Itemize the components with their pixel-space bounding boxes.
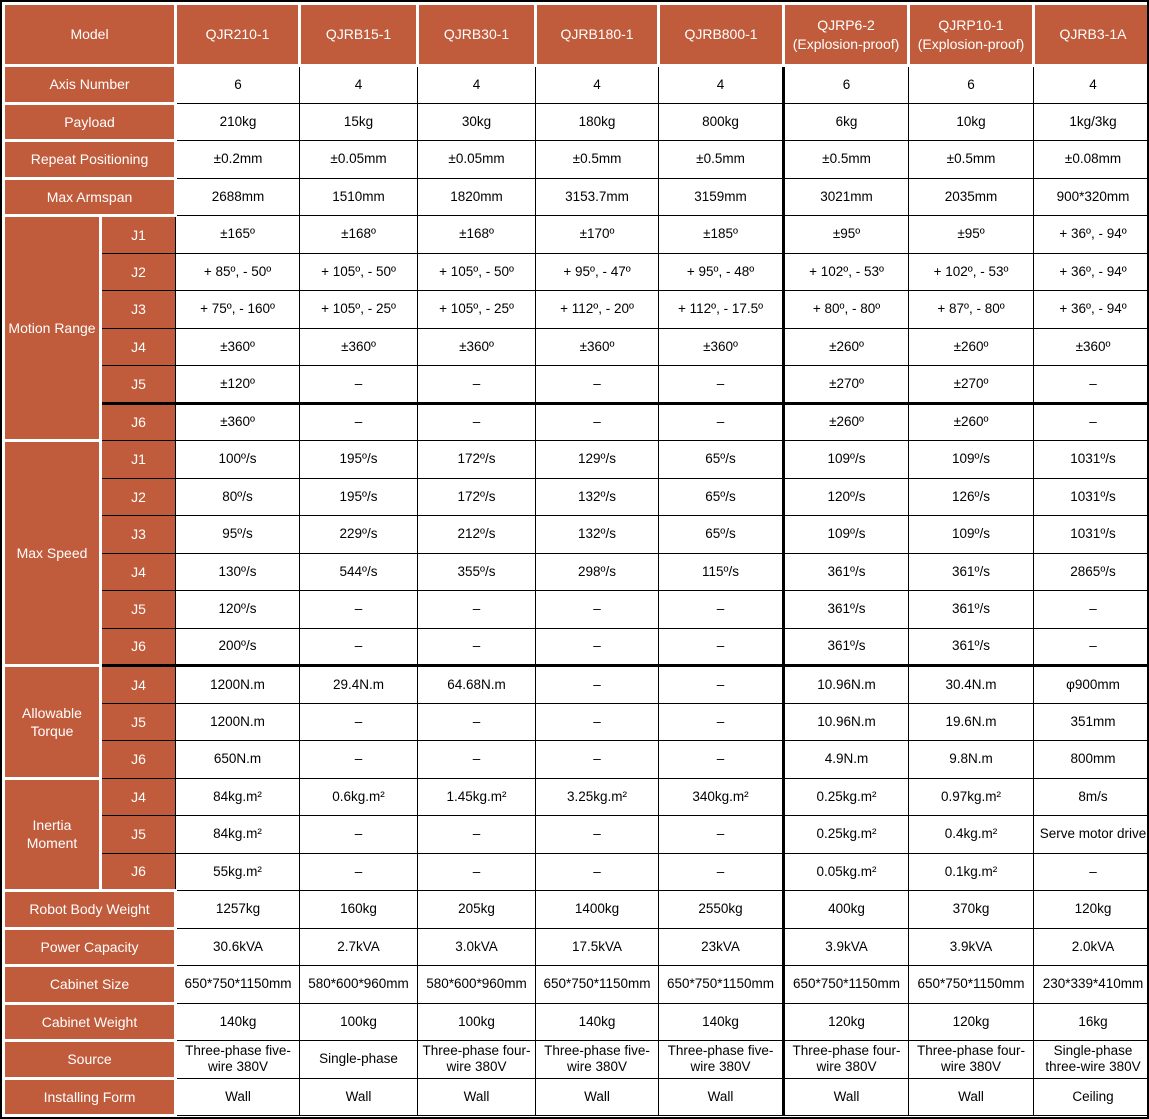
spec-cell: + 95º, - 48º <box>659 253 784 291</box>
spec-cell: – <box>536 628 659 666</box>
spec-cell: Wall <box>784 1078 909 1116</box>
spec-cell: 900*320mm <box>1034 178 1149 216</box>
spec-cell: – <box>659 703 784 741</box>
spec-cell: + 102º, - 53º <box>909 253 1034 291</box>
spec-cell: 30kg <box>418 103 536 141</box>
spec-cell: 0.97kg.m² <box>909 778 1034 816</box>
spec-cell: Three-phase four-wire 380V <box>784 1041 909 1079</box>
spec-cell: + 36º, - 94º <box>1034 291 1149 329</box>
spec-cell: 1510mm <box>300 178 418 216</box>
spec-cell: 172º/s <box>418 441 536 479</box>
spec-cell: 4 <box>1034 66 1149 104</box>
group-label: Allowable Torque <box>4 666 101 779</box>
spec-cell: 2035mm <box>909 178 1034 216</box>
spec-cell: 120kg <box>784 1003 909 1041</box>
spec-cell: 140kg <box>176 1003 300 1041</box>
spec-cell: – <box>536 403 659 441</box>
spec-cell: 2550kg <box>659 891 784 929</box>
spec-cell: 84kg.m² <box>176 778 300 816</box>
model-header: QJRB15-1 <box>300 4 418 66</box>
spec-cell: 298º/s <box>536 553 659 591</box>
joint-label: J5 <box>101 816 176 854</box>
spec-row <box>4 178 1149 216</box>
spec-cell: 1257kg <box>176 891 300 929</box>
spec-cell: 80º/s <box>176 478 300 516</box>
spec-cell: 0.05kg.m² <box>784 853 909 891</box>
spec-cell: ±185º <box>659 216 784 254</box>
group-label: Inertia Moment <box>4 778 101 891</box>
header-row <box>4 4 1149 66</box>
spec-cell: ±0.5mm <box>659 141 784 179</box>
row-label: Max Armspan <box>4 178 176 216</box>
spec-row <box>4 253 1149 291</box>
spec-row <box>4 816 1149 854</box>
joint-label: J2 <box>101 253 176 291</box>
spec-cell: – <box>300 591 418 629</box>
spec-cell: 3.9kVA <box>909 928 1034 966</box>
spec-cell: 800kg <box>659 103 784 141</box>
spec-cell: + 75º, - 160º <box>176 291 300 329</box>
spec-cell: – <box>418 591 536 629</box>
spec-cell: 1kg/3kg <box>1034 103 1149 141</box>
spec-cell: 140kg <box>536 1003 659 1041</box>
spec-cell: Wall <box>536 1078 659 1116</box>
spec-cell: 126º/s <box>909 478 1034 516</box>
spec-cell: 109º/s <box>784 441 909 479</box>
spec-cell: 361º/s <box>784 553 909 591</box>
spec-cell: Three-phase four-wire 380V <box>418 1041 536 1079</box>
model-header: QJRB30-1 <box>418 4 536 66</box>
spec-cell: 0.6kg.m² <box>300 778 418 816</box>
spec-cell: Ceiling <box>1034 1078 1149 1116</box>
spec-cell: – <box>1034 366 1149 404</box>
row-label: Payload <box>4 103 176 141</box>
spec-cell: 30.4N.m <box>909 666 1034 704</box>
spec-cell: + 36º, - 94º <box>1034 216 1149 254</box>
spec-cell: 16kg <box>1034 1003 1149 1041</box>
spec-cell: Wall <box>300 1078 418 1116</box>
spec-cell: Wall <box>659 1078 784 1116</box>
spec-cell: 8m/s <box>1034 778 1149 816</box>
spec-cell: 400kg <box>784 891 909 929</box>
spec-cell: – <box>418 403 536 441</box>
spec-cell: ±0.05mm <box>418 141 536 179</box>
spec-cell: 355º/s <box>418 553 536 591</box>
spec-cell: 84kg.m² <box>176 816 300 854</box>
spec-cell: – <box>300 703 418 741</box>
spec-cell: ±0.5mm <box>909 141 1034 179</box>
spec-cell: 650*750*1150mm <box>909 966 1034 1004</box>
spec-cell: 195º/s <box>300 441 418 479</box>
spec-cell: 580*600*960mm <box>300 966 418 1004</box>
spec-cell: – <box>536 741 659 779</box>
spec-cell: 109º/s <box>909 441 1034 479</box>
spec-cell: Serve motor drive <box>1034 816 1149 854</box>
spec-cell: + 105º, - 50º <box>418 253 536 291</box>
spec-row <box>4 366 1149 404</box>
spec-cell: ±165º <box>176 216 300 254</box>
spec-row <box>4 1041 1149 1079</box>
spec-cell: 361º/s <box>784 591 909 629</box>
model-header: QJRB180-1 <box>536 4 659 66</box>
spec-row <box>4 216 1149 254</box>
spec-cell: – <box>536 703 659 741</box>
model-column-label: Model <box>4 4 176 66</box>
spec-row <box>4 928 1149 966</box>
spec-cell: – <box>300 366 418 404</box>
spec-cell: ±168º <box>300 216 418 254</box>
spec-cell: + 105º, - 25º <box>300 291 418 329</box>
spec-cell: 650*750*1150mm <box>176 966 300 1004</box>
spec-row <box>4 328 1149 366</box>
spec-cell: Three-phase five-wire 380V <box>176 1041 300 1079</box>
spec-row <box>4 66 1149 104</box>
spec-cell: 65º/s <box>659 516 784 554</box>
row-label: Cabinet Weight <box>4 1003 176 1041</box>
spec-cell: 361º/s <box>784 628 909 666</box>
spec-row <box>4 591 1149 629</box>
spec-cell: 2865º/s <box>1034 553 1149 591</box>
spec-row <box>4 741 1149 779</box>
joint-label: J3 <box>101 291 176 329</box>
spec-cell: ±360º <box>659 328 784 366</box>
spec-cell: + 105º, - 50º <box>300 253 418 291</box>
spec-row <box>4 966 1149 1004</box>
spec-row <box>4 666 1149 704</box>
spec-cell: + 80º, - 80º <box>784 291 909 329</box>
spec-cell: 580*600*960mm <box>418 966 536 1004</box>
spec-cell: – <box>536 666 659 704</box>
spec-cell: Wall <box>418 1078 536 1116</box>
spec-cell: – <box>1034 628 1149 666</box>
spec-cell: Three-phase five-wire 380V <box>536 1041 659 1079</box>
spec-cell: – <box>659 366 784 404</box>
spec-cell: – <box>300 741 418 779</box>
spec-cell: – <box>418 628 536 666</box>
row-label: Repeat Positioning <box>4 141 176 179</box>
spec-cell: 229º/s <box>300 516 418 554</box>
spec-cell: – <box>418 853 536 891</box>
spec-cell: ±0.08mm <box>1034 141 1149 179</box>
spec-cell: 3.25kg.m² <box>536 778 659 816</box>
spec-cell: – <box>1034 853 1149 891</box>
spec-cell: 10.96N.m <box>784 666 909 704</box>
spec-cell: φ900mm <box>1034 666 1149 704</box>
spec-cell: 4 <box>418 66 536 104</box>
spec-cell: 1820mm <box>418 178 536 216</box>
spec-cell: 0.25kg.m² <box>784 778 909 816</box>
model-header: QJRP10-1 (Explosion-proof) <box>909 4 1034 66</box>
spec-cell: 9.8N.m <box>909 741 1034 779</box>
spec-cell: 64.68N.m <box>418 666 536 704</box>
spec-cell: 212º/s <box>418 516 536 554</box>
spec-cell: 205kg <box>418 891 536 929</box>
spec-cell: – <box>536 591 659 629</box>
spec-cell: + 87º, - 80º <box>909 291 1034 329</box>
spec-cell: 1400kg <box>536 891 659 929</box>
spec-row <box>4 441 1149 479</box>
spec-cell: 4 <box>659 66 784 104</box>
spec-cell: ±360º <box>176 403 300 441</box>
spec-cell: ±270º <box>784 366 909 404</box>
spec-cell: 29.4N.m <box>300 666 418 704</box>
spec-cell: – <box>659 591 784 629</box>
spec-cell: 200º/s <box>176 628 300 666</box>
spec-cell: 160kg <box>300 891 418 929</box>
joint-label: J4 <box>101 666 176 704</box>
row-label: Robot Body Weight <box>4 891 176 929</box>
row-label: Cabinet Size <box>4 966 176 1004</box>
spec-cell: + 36º, - 94º <box>1034 253 1149 291</box>
spec-cell: 15kg <box>300 103 418 141</box>
spec-cell: 1200N.m <box>176 666 300 704</box>
spec-cell: 650*750*1150mm <box>536 966 659 1004</box>
spec-cell: 65º/s <box>659 441 784 479</box>
spec-row <box>4 1078 1149 1116</box>
spec-cell: 120º/s <box>176 591 300 629</box>
spec-cell: 0.25kg.m² <box>784 816 909 854</box>
spec-cell: ±260º <box>784 403 909 441</box>
spec-cell: 6 <box>909 66 1034 104</box>
spec-cell: 100kg <box>418 1003 536 1041</box>
spec-cell: 361º/s <box>909 591 1034 629</box>
spec-cell: ±260º <box>784 328 909 366</box>
joint-label: J1 <box>101 441 176 479</box>
spec-cell: 361º/s <box>909 628 1034 666</box>
spec-cell: 120º/s <box>784 478 909 516</box>
spec-cell: – <box>659 666 784 704</box>
spec-cell: 2.7kVA <box>300 928 418 966</box>
spec-cell: ±260º <box>909 328 1034 366</box>
spec-cell: 3.0kVA <box>418 928 536 966</box>
spec-cell: ±360º <box>176 328 300 366</box>
spec-cell: 1031º/s <box>1034 516 1149 554</box>
row-label: Power Capacity <box>4 928 176 966</box>
spec-cell: ±360º <box>536 328 659 366</box>
row-label: Axis Number <box>4 66 176 104</box>
spec-row <box>4 403 1149 441</box>
spec-cell: 4 <box>536 66 659 104</box>
spec-cell: 6 <box>784 66 909 104</box>
spec-cell: 361º/s <box>909 553 1034 591</box>
spec-cell: 10kg <box>909 103 1034 141</box>
row-label: Installing Form <box>4 1078 176 1116</box>
spec-row <box>4 516 1149 554</box>
spec-cell: – <box>536 366 659 404</box>
spec-cell: ±360º <box>300 328 418 366</box>
spec-cell: 4.9N.m <box>784 741 909 779</box>
spec-cell: 100kg <box>300 1003 418 1041</box>
spec-cell: 2688mm <box>176 178 300 216</box>
spec-cell: – <box>418 703 536 741</box>
spec-cell: + 105º, - 25º <box>418 291 536 329</box>
spec-cell: – <box>418 741 536 779</box>
spec-cell: 3159mm <box>659 178 784 216</box>
spec-cell: – <box>659 853 784 891</box>
spec-cell: 100º/s <box>176 441 300 479</box>
group-label: Motion Range <box>4 216 101 441</box>
joint-label: J1 <box>101 216 176 254</box>
spec-row <box>4 291 1149 329</box>
spec-cell: 3021mm <box>784 178 909 216</box>
spec-cell: 140kg <box>659 1003 784 1041</box>
spec-row <box>4 703 1149 741</box>
spec-cell: – <box>300 403 418 441</box>
row-label: Source <box>4 1041 176 1079</box>
spec-table <box>2 2 1149 1117</box>
spec-cell: Wall <box>176 1078 300 1116</box>
spec-cell: 0.1kg.m² <box>909 853 1034 891</box>
joint-label: J5 <box>101 591 176 629</box>
spec-cell: – <box>659 816 784 854</box>
spec-cell: – <box>659 741 784 779</box>
spec-cell: 340kg.m² <box>659 778 784 816</box>
spec-cell: + 102º, - 53º <box>784 253 909 291</box>
spec-cell: 55kg.m² <box>176 853 300 891</box>
joint-label: J5 <box>101 366 176 404</box>
spec-cell: ±95º <box>909 216 1034 254</box>
model-header: QJRB800-1 <box>659 4 784 66</box>
spec-cell: 230*339*410mm <box>1034 966 1149 1004</box>
spec-cell: 4 <box>300 66 418 104</box>
spec-cell: + 112º, - 17.5º <box>659 291 784 329</box>
spec-cell: 132º/s <box>536 478 659 516</box>
spec-cell: – <box>1034 591 1149 629</box>
spec-cell: – <box>300 853 418 891</box>
joint-label: J4 <box>101 778 176 816</box>
spec-cell: 10.96N.m <box>784 703 909 741</box>
spec-row <box>4 778 1149 816</box>
spec-cell: ±360º <box>1034 328 1149 366</box>
spec-cell: 1031º/s <box>1034 441 1149 479</box>
spec-row <box>4 478 1149 516</box>
spec-cell: ±260º <box>909 403 1034 441</box>
spec-cell: – <box>536 853 659 891</box>
spec-row <box>4 853 1149 891</box>
joint-label: J4 <box>101 328 176 366</box>
spec-cell: + 112º, - 20º <box>536 291 659 329</box>
joint-label: J6 <box>101 853 176 891</box>
spec-cell: ±0.05mm <box>300 141 418 179</box>
spec-cell: 3.9kVA <box>784 928 909 966</box>
spec-cell: 65º/s <box>659 478 784 516</box>
spec-cell: 1200N.m <box>176 703 300 741</box>
spec-cell: 650*750*1150mm <box>784 966 909 1004</box>
spec-cell: ±170º <box>536 216 659 254</box>
spec-row <box>4 1003 1149 1041</box>
spec-cell: 180kg <box>536 103 659 141</box>
joint-label: J4 <box>101 553 176 591</box>
spec-cell: 30.6kVA <box>176 928 300 966</box>
spec-cell: 172º/s <box>418 478 536 516</box>
spec-cell: 120kg <box>909 1003 1034 1041</box>
spec-cell: 1031º/s <box>1034 478 1149 516</box>
joint-label: J6 <box>101 403 176 441</box>
joint-label: J5 <box>101 703 176 741</box>
spec-cell: Single-phase three-wire 380V <box>1034 1041 1149 1079</box>
spec-cell: 800mm <box>1034 741 1149 779</box>
spec-cell: 109º/s <box>784 516 909 554</box>
model-header: QJRB3-1A <box>1034 4 1149 66</box>
spec-cell: 210kg <box>176 103 300 141</box>
spec-cell: + 95º, - 47º <box>536 253 659 291</box>
model-header: QJR210-1 <box>176 4 300 66</box>
spec-cell: 130º/s <box>176 553 300 591</box>
spec-cell: ±360º <box>418 328 536 366</box>
model-header: QJRP6-2 (Explosion-proof) <box>784 4 909 66</box>
spec-row <box>4 628 1149 666</box>
spec-cell: 195º/s <box>300 478 418 516</box>
joint-label: J6 <box>101 628 176 666</box>
spec-cell: 120kg <box>1034 891 1149 929</box>
spec-cell: – <box>300 628 418 666</box>
spec-cell: 2.0kVA <box>1034 928 1149 966</box>
spec-row <box>4 553 1149 591</box>
spec-cell: ±270º <box>909 366 1034 404</box>
group-label: Max Speed <box>4 441 101 666</box>
spec-cell: 351mm <box>1034 703 1149 741</box>
spec-cell: 17.5kVA <box>536 928 659 966</box>
spec-row <box>4 103 1149 141</box>
spec-cell: 650*750*1150mm <box>659 966 784 1004</box>
joint-label: J3 <box>101 516 176 554</box>
spec-cell: 95º/s <box>176 516 300 554</box>
spec-cell: – <box>1034 403 1149 441</box>
spec-cell: Single-phase <box>300 1041 418 1079</box>
spec-cell: – <box>418 366 536 404</box>
spec-cell: 6kg <box>784 103 909 141</box>
spec-cell: ±95º <box>784 216 909 254</box>
spec-cell: + 85º, - 50º <box>176 253 300 291</box>
spec-row <box>4 891 1149 929</box>
spec-cell: – <box>659 628 784 666</box>
spec-cell: 1.45kg.m² <box>418 778 536 816</box>
spec-cell: 3153.7mm <box>536 178 659 216</box>
spec-cell: – <box>300 816 418 854</box>
spec-cell: – <box>536 816 659 854</box>
spec-cell: ±0.2mm <box>176 141 300 179</box>
spec-row <box>4 141 1149 179</box>
spec-cell: 109º/s <box>909 516 1034 554</box>
spec-cell: ±0.5mm <box>536 141 659 179</box>
spec-cell: Three-phase five-wire 380V <box>659 1041 784 1079</box>
spec-cell: 0.4kg.m² <box>909 816 1034 854</box>
spec-cell: Three-phase four-wire 380V <box>909 1041 1034 1079</box>
spec-cell: 370kg <box>909 891 1034 929</box>
spec-cell: 6 <box>176 66 300 104</box>
spec-cell: – <box>659 403 784 441</box>
spec-cell: ±120º <box>176 366 300 404</box>
spec-cell: 132º/s <box>536 516 659 554</box>
spec-cell: 23kVA <box>659 928 784 966</box>
spec-cell: ±0.5mm <box>784 141 909 179</box>
spec-cell: – <box>418 816 536 854</box>
spec-cell: 115º/s <box>659 553 784 591</box>
spec-cell: ±168º <box>418 216 536 254</box>
joint-label: J6 <box>101 741 176 779</box>
spec-cell: 129º/s <box>536 441 659 479</box>
joint-label: J2 <box>101 478 176 516</box>
spec-cell: 544º/s <box>300 553 418 591</box>
spec-cell: Wall <box>909 1078 1034 1116</box>
spec-cell: 650N.m <box>176 741 300 779</box>
spec-cell: 19.6N.m <box>909 703 1034 741</box>
